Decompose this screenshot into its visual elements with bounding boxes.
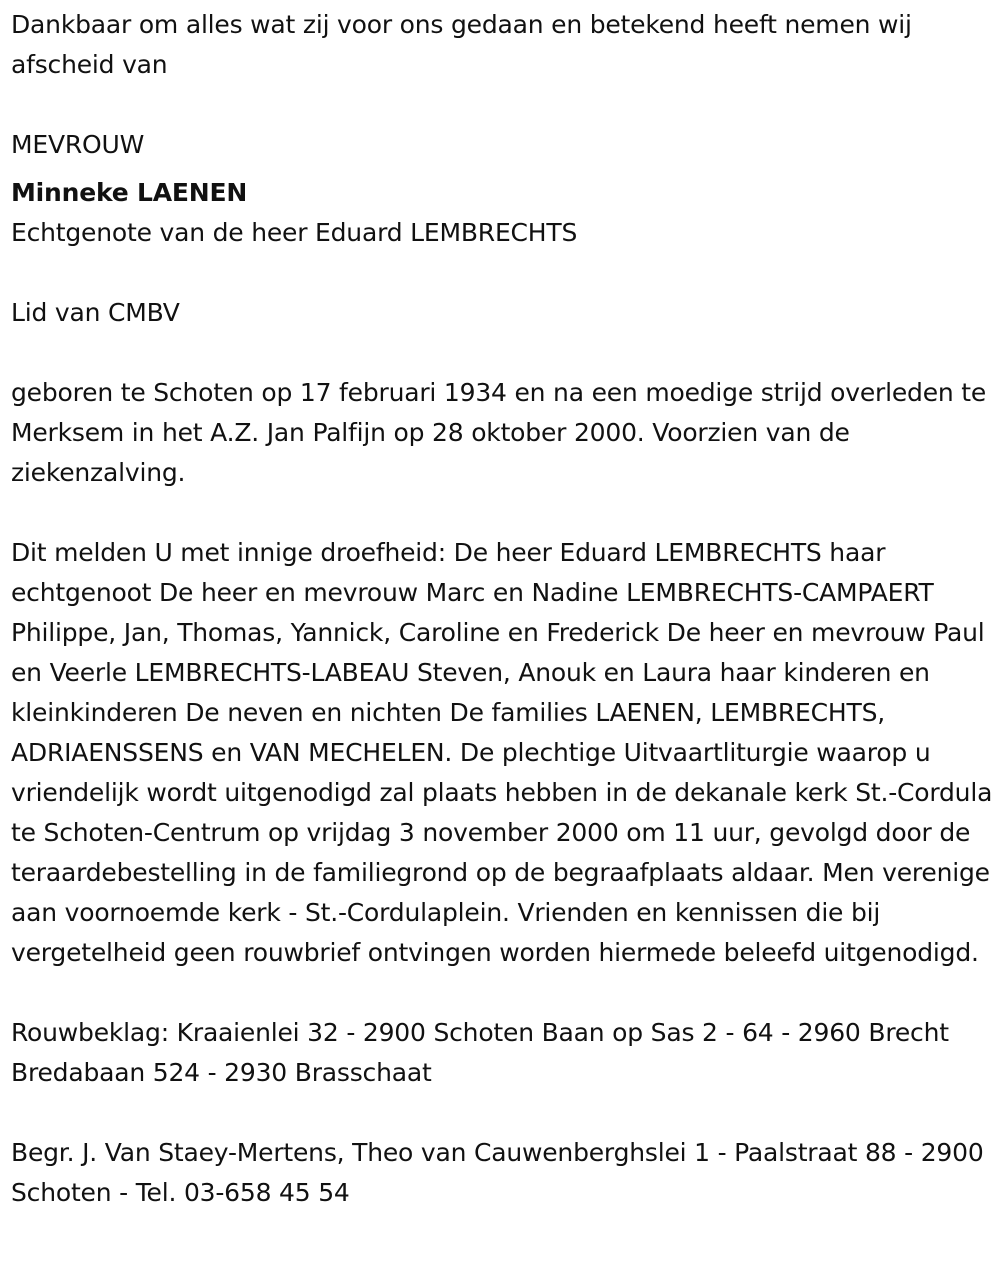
- spacer: [11, 253, 993, 293]
- birth-death-paragraph: geboren te Schoten op 17 februari 1934 en na een moedige strijd overleden te Merksem in het A.Z. Jan Palfijn op 28 oktober 2000. Voorzien van de ziekenzalving.: [11, 378, 987, 487]
- spouse-line: Echtgenote van de heer Eduard LEMBRECHTS: [11, 218, 578, 247]
- announcement-paragraph: Dit melden U met innige droefheid: De heer Eduard LEMBRECHTS haar echtgenoot De heer en mevrouw Marc en Nadine LEMBRECHTS-CAMPAERT Philippe, Jan, Thomas, Yannick, Caroline en Frederick De heer en mevrouw Paul en Veerle LEMBRECHTS-LABEAU Steven, Anouk en Laura haar kinderen en kleinkinderen De neven en nichten De families LAENEN, LEMBRECHTS, ADRIAENSSENS en VAN MECHELEN. De plechtige Uitvaartliturgie waarop u vriendelijk wordt uitgenodigd zal plaats hebben in de dekanale kerk St.-Cordula te Schoten-Centrum op vrijdag 3 november 2000 om 11 uur, gevolgd door de teraardebestelling in de familiegrond op de begraafplaats aldaar. Men verenige aan voornoemde kerk - St.-Cordulaplein. Vrienden en kennissen die bij vergetelheid geen rouwbrief ontvingen worden hiermede beleefd uitgenodigd.: [11, 538, 993, 967]
- spacer: [11, 85, 993, 125]
- salutation: MEVROUW: [11, 130, 145, 159]
- spacer: [11, 973, 993, 1013]
- spacer: [11, 1093, 993, 1133]
- membership-line: Lid van CMBV: [11, 298, 180, 327]
- deceased-name: Minneke LAENEN: [11, 178, 248, 207]
- condolences-paragraph: Rouwbeklag: Kraaienlei 32 - 2900 Schoten Baan op Sas 2 - 64 - 2960 Brecht Bredabaan 524 - 2930 Brasschaat: [11, 1018, 949, 1087]
- spacer: [11, 333, 993, 373]
- spacer: [11, 493, 993, 533]
- obituary-notice: [11, 5, 993, 1213]
- intro-text: Dankbaar om alles wat zij voor ons gedaan en betekend heeft nemen wij afscheid van: [11, 10, 912, 79]
- funeral-home-paragraph: Begr. J. Van Staey-Mertens, Theo van Cauwenberghslei 1 - Paalstraat 88 - 2900 Schoten - Tel. 03-658 45 54: [11, 1138, 984, 1207]
